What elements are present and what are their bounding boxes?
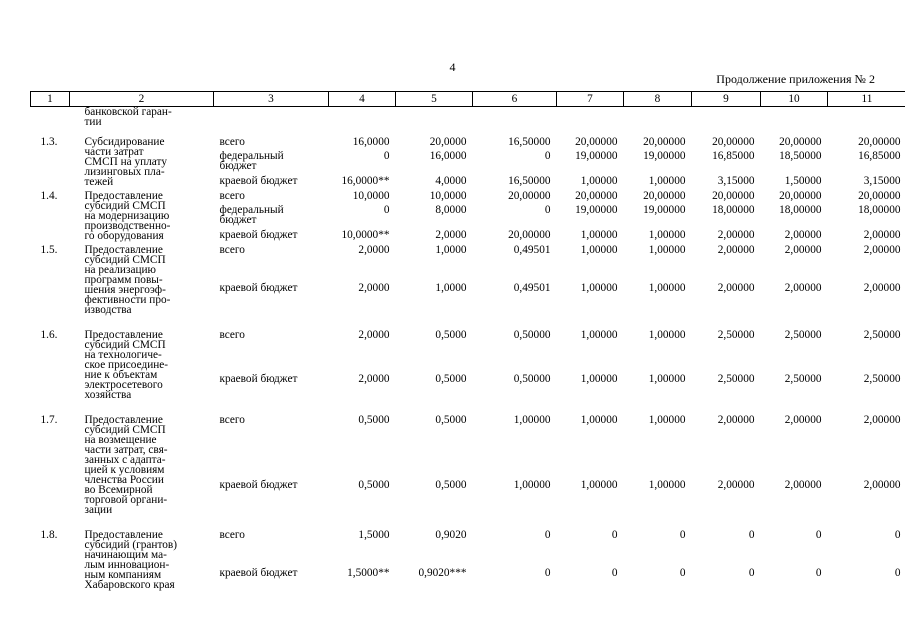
column-header: 8 xyxy=(624,92,692,107)
value-cell: 20,00000 xyxy=(643,190,686,202)
carryover-text: банковской гаран- тии xyxy=(84,106,172,128)
section-name: Предоставление субсидий СМСП на технологиче- ское присоедине- ние к объектам электросетевого хозяйства xyxy=(84,329,169,401)
table-row xyxy=(31,315,905,372)
value-cell: 4,0000 xyxy=(435,174,467,187)
value-cell: 0 xyxy=(894,529,901,541)
value-cell: 1,00000 xyxy=(648,373,686,386)
section-name: Предоставление субсидий СМСП на возмещение части затрат, свя- занных с адапта- цией к условиям членства России во Всемирной торговой органи- зации xyxy=(84,414,168,516)
value-cell: 0,9020 xyxy=(435,529,467,541)
funding-source: всего xyxy=(219,190,245,202)
value-cell: 20,00000 xyxy=(779,136,822,148)
value-cell: 0 xyxy=(544,203,551,216)
table-row xyxy=(31,241,905,281)
value-cell: 1,00000 xyxy=(513,414,551,426)
value-cell: 0,5000 xyxy=(435,373,467,386)
value-cell: 1,00000 xyxy=(580,478,618,491)
value-cell: 0 xyxy=(611,566,618,579)
value-cell: 18,00000 xyxy=(779,203,822,216)
value-cell: 1,00000 xyxy=(513,478,551,491)
value-cell: 1,00000 xyxy=(580,244,618,256)
section-index: 1.7. xyxy=(40,414,58,426)
value-cell: 2,00000 xyxy=(717,228,755,241)
value-cell: 0 xyxy=(815,529,822,541)
value-cell: 1,00000 xyxy=(580,228,618,241)
value-cell: 2,0000 xyxy=(358,281,390,294)
value-cell: 1,00000 xyxy=(648,414,686,426)
section-index: 1.5. xyxy=(40,244,58,256)
funding-source: всего xyxy=(219,529,245,541)
section-name: Предоставление субсидий СМСП на реализацию программ повы- шения энергоэф- фективности про- изводства xyxy=(84,244,171,316)
value-cell: 2,50000 xyxy=(784,329,822,341)
value-cell: 0,5000 xyxy=(358,478,390,491)
value-cell: 19,00000 xyxy=(643,150,686,163)
table-body xyxy=(31,107,905,591)
value-cell: 1,00000 xyxy=(580,174,618,187)
value-cell: 2,00000 xyxy=(863,281,901,294)
value-cell: 1,00000 xyxy=(580,373,618,386)
value-cell: 10,0000** xyxy=(341,228,390,241)
value-cell: 19,00000 xyxy=(575,150,618,163)
value-cell: 2,50000 xyxy=(717,373,755,386)
continuation-label: Продолжение приложения № 2 xyxy=(716,72,875,86)
value-cell: 10,0000 xyxy=(429,190,467,202)
funding-source: краевой бюджет xyxy=(219,373,298,386)
section-name: Предоставление субсидий (грантов) начинающим ма- лым инновацион- ным компаниям Хабаровского края xyxy=(84,529,177,591)
value-cell: 1,0000 xyxy=(435,244,467,256)
value-cell: 2,00000 xyxy=(784,244,822,256)
value-cell: 3,15000 xyxy=(863,174,901,187)
value-cell: 19,00000 xyxy=(643,203,686,216)
table-row xyxy=(31,187,905,203)
value-cell: 2,00000 xyxy=(717,478,755,491)
column-header: 9 xyxy=(692,92,761,107)
value-cell: 1,00000 xyxy=(580,281,618,294)
value-cell: 16,0000 xyxy=(352,136,390,148)
value-cell: 2,00000 xyxy=(863,414,901,426)
value-cell: 0 xyxy=(544,150,551,163)
value-cell: 0 xyxy=(894,566,901,579)
value-cell: 20,00000 xyxy=(508,190,551,202)
value-cell: 20,0000 xyxy=(429,136,467,148)
value-cell: 2,00000 xyxy=(784,281,822,294)
section-index: 1.8. xyxy=(40,529,58,541)
value-cell: 8,0000 xyxy=(435,203,467,216)
value-cell: 1,5000 xyxy=(358,529,390,541)
funding-source: всего xyxy=(219,329,245,341)
funding-source: всего xyxy=(219,136,245,148)
funding-source: всего xyxy=(219,414,245,426)
value-cell: 0,49501 xyxy=(513,281,551,294)
funding-source: краевой бюджет xyxy=(219,174,298,187)
value-cell: 20,00000 xyxy=(575,190,618,202)
column-header: 3 xyxy=(214,92,329,107)
table-row xyxy=(31,127,905,149)
value-cell: 2,00000 xyxy=(784,228,822,241)
value-cell: 16,50000 xyxy=(508,174,551,187)
value-cell: 2,50000 xyxy=(863,329,901,341)
value-cell: 1,5000** xyxy=(347,566,390,579)
value-cell: 0 xyxy=(815,566,822,579)
value-cell: 2,0000 xyxy=(358,373,390,386)
value-cell: 16,50000 xyxy=(508,136,551,148)
funding-source: краевой бюджет xyxy=(219,228,298,241)
section-index: 1.3. xyxy=(40,136,58,148)
budget-table xyxy=(30,91,905,590)
value-cell: 1,00000 xyxy=(580,329,618,341)
column-header: 5 xyxy=(396,92,473,107)
section-name: Субсидирование части затрат СМСП на уплату лизинговых пла- тежей xyxy=(84,136,167,188)
value-cell: 16,85000 xyxy=(858,150,901,163)
value-cell: 1,00000 xyxy=(648,281,686,294)
value-cell: 0 xyxy=(611,529,618,541)
value-cell: 16,0000** xyxy=(341,174,390,187)
value-cell: 0,9020*** xyxy=(418,566,467,579)
column-header: 6 xyxy=(473,92,557,107)
funding-source: федеральный бюджет xyxy=(219,150,284,173)
value-cell: 20,00000 xyxy=(779,190,822,202)
value-cell: 2,00000 xyxy=(863,244,901,256)
value-cell: 0,5000 xyxy=(435,414,467,426)
column-header: 1 xyxy=(31,92,70,107)
value-cell: 20,00000 xyxy=(858,136,901,148)
value-cell: 1,00000 xyxy=(648,329,686,341)
value-cell: 18,50000 xyxy=(779,150,822,163)
table-row xyxy=(31,515,905,566)
value-cell: 2,0000 xyxy=(435,228,467,241)
page-number: 4 xyxy=(449,60,456,74)
value-cell: 18,00000 xyxy=(858,203,901,216)
funding-source: краевой бюджет xyxy=(219,478,298,491)
column-number-row xyxy=(31,92,905,107)
column-header: 2 xyxy=(70,92,214,107)
value-cell: 0 xyxy=(679,529,686,541)
value-cell: 2,00000 xyxy=(717,414,755,426)
value-cell: 2,50000 xyxy=(717,329,755,341)
value-cell: 1,00000 xyxy=(580,414,618,426)
value-cell: 16,0000 xyxy=(429,150,467,163)
funding-source: федеральный бюджет xyxy=(219,203,284,226)
value-cell: 0 xyxy=(383,150,390,163)
value-cell: 20,00000 xyxy=(643,136,686,148)
value-cell: 0 xyxy=(748,529,755,541)
value-cell: 20,00000 xyxy=(508,228,551,241)
value-cell: 0,5000 xyxy=(358,414,390,426)
funding-source: всего xyxy=(219,244,245,256)
value-cell: 2,00000 xyxy=(717,281,755,294)
carryover-row xyxy=(31,107,905,128)
funding-source: краевой бюджет xyxy=(219,566,298,579)
section-index: 1.6. xyxy=(40,329,58,341)
value-cell: 0,50000 xyxy=(513,329,551,341)
value-cell: 1,0000 xyxy=(435,281,467,294)
value-cell: 3,15000 xyxy=(717,174,755,187)
value-cell: 0,5000 xyxy=(435,478,467,491)
column-header: 7 xyxy=(557,92,624,107)
value-cell: 0,49501 xyxy=(513,244,551,256)
table-row xyxy=(31,400,905,478)
value-cell: 0,50000 xyxy=(513,373,551,386)
value-cell: 20,00000 xyxy=(712,190,755,202)
value-cell: 0 xyxy=(679,566,686,579)
value-cell: 1,00000 xyxy=(648,244,686,256)
value-cell: 20,00000 xyxy=(575,136,618,148)
value-cell: 2,0000 xyxy=(358,329,390,341)
value-cell: 0 xyxy=(544,529,551,541)
value-cell: 2,0000 xyxy=(358,244,390,256)
value-cell: 2,00000 xyxy=(863,228,901,241)
value-cell: 2,50000 xyxy=(784,373,822,386)
value-cell: 2,00000 xyxy=(863,478,901,491)
column-header: 10 xyxy=(761,92,828,107)
value-cell: 2,00000 xyxy=(717,244,755,256)
value-cell: 1,00000 xyxy=(648,174,686,187)
column-header: 11 xyxy=(828,92,905,107)
value-cell: 2,00000 xyxy=(784,478,822,491)
value-cell: 1,50000 xyxy=(784,174,822,187)
funding-source: краевой бюджет xyxy=(219,281,298,294)
section-index: 1.4. xyxy=(40,190,58,202)
value-cell: 0 xyxy=(383,203,390,216)
value-cell: 20,00000 xyxy=(712,136,755,148)
value-cell: 0 xyxy=(544,566,551,579)
value-cell: 0 xyxy=(748,566,755,579)
value-cell: 2,00000 xyxy=(784,414,822,426)
value-cell: 2,50000 xyxy=(863,373,901,386)
value-cell: 20,00000 xyxy=(858,190,901,202)
section-name: Предоставление субсидий СМСП на модернизацию производственно- го оборудования xyxy=(84,190,171,242)
value-cell: 19,00000 xyxy=(575,203,618,216)
value-cell: 0,5000 xyxy=(435,329,467,341)
value-cell: 1,00000 xyxy=(648,478,686,491)
value-cell: 1,00000 xyxy=(648,228,686,241)
value-cell: 16,85000 xyxy=(712,150,755,163)
value-cell: 10,0000 xyxy=(352,190,390,202)
column-header: 4 xyxy=(329,92,396,107)
value-cell: 18,00000 xyxy=(712,203,755,216)
